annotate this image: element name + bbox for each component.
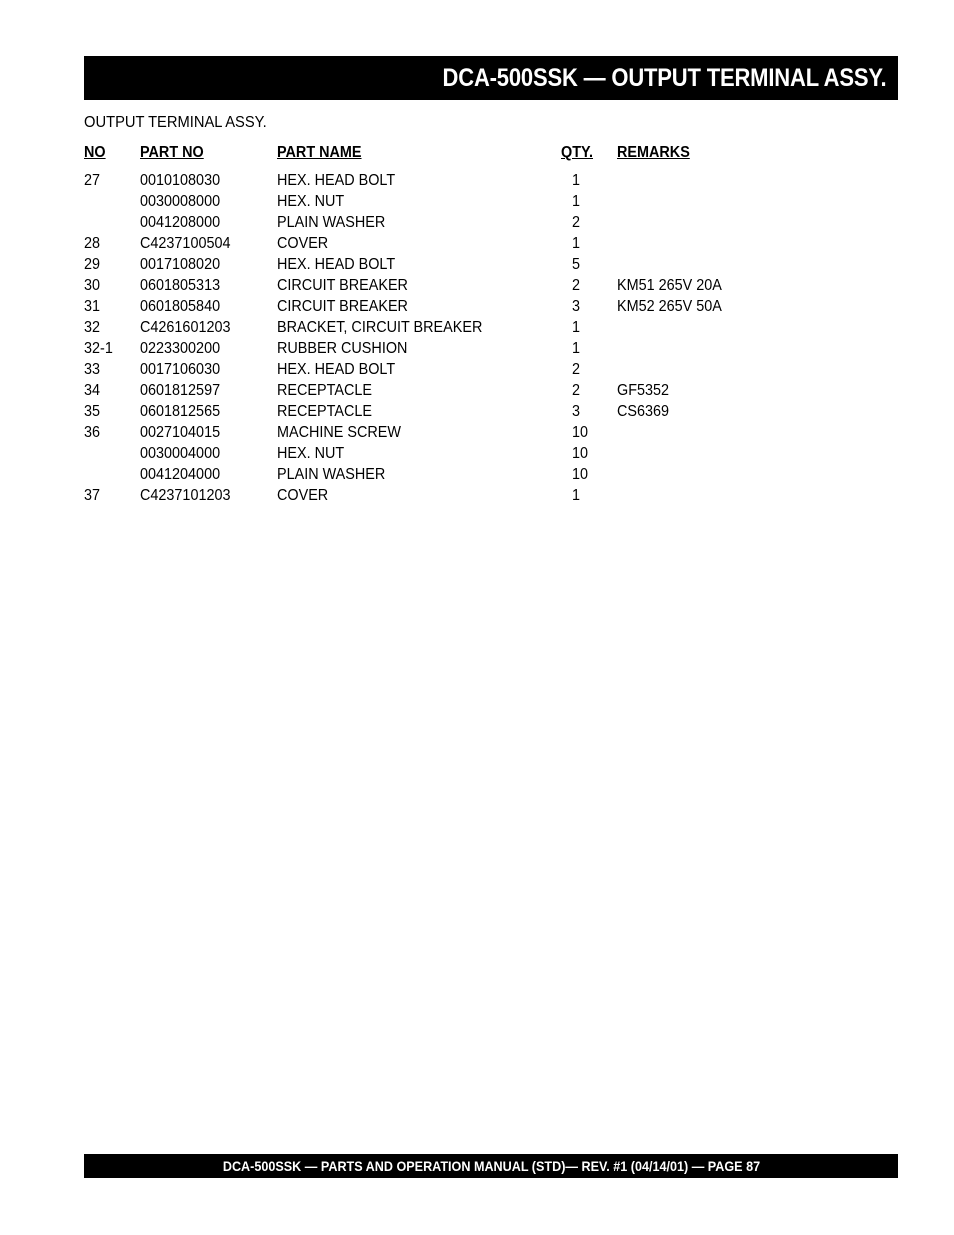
cell-qty: 3 <box>572 298 581 315</box>
cell-part-no: 0017108020 <box>140 256 221 273</box>
cell-no: 32-1 <box>84 340 113 357</box>
cell-part-name: COVER <box>277 487 329 504</box>
cell-part-name: PLAIN WASHER <box>277 466 386 483</box>
cell-no: 30 <box>84 277 101 294</box>
cell-qty: 10 <box>572 445 589 462</box>
cell-qty: 2 <box>572 382 581 399</box>
cell-part-no: 0030008000 <box>140 193 221 210</box>
cell-part-no: 0223300200 <box>140 340 221 357</box>
section-title: OUTPUT TERMINAL ASSY. <box>84 114 267 131</box>
cell-part-name: HEX. HEAD BOLT <box>277 172 396 189</box>
page-title-bar <box>84 56 898 100</box>
cell-no: 31 <box>84 298 101 315</box>
cell-qty: 1 <box>572 172 581 189</box>
cell-part-no: 0017106030 <box>140 361 221 378</box>
cell-no: 33 <box>84 361 101 378</box>
cell-no: 36 <box>84 424 101 441</box>
cell-qty: 2 <box>572 214 581 231</box>
cell-part-name: COVER <box>277 235 329 252</box>
footer-text: DCA-500SSK — PARTS AND OPERATION MANUAL (STD)— REV. #1 (04/14/01) — PAGE 87 <box>222 1158 760 1174</box>
cell-no: 37 <box>84 487 101 504</box>
header-part-name: PART NAME <box>277 144 362 161</box>
cell-part-no: 0010108030 <box>140 172 221 189</box>
cell-part-name: CIRCUIT BREAKER <box>277 277 408 294</box>
cell-remarks: KM51 265V 20A <box>617 277 722 294</box>
cell-no: 32 <box>84 319 101 336</box>
cell-part-name: HEX. NUT <box>277 445 345 462</box>
cell-remarks: KM52 265V 50A <box>617 298 722 315</box>
cell-part-name: PLAIN WASHER <box>277 214 386 231</box>
cell-qty: 10 <box>572 424 589 441</box>
cell-part-no: 0601805840 <box>140 298 221 315</box>
cell-qty: 1 <box>572 487 581 504</box>
cell-qty: 2 <box>572 361 581 378</box>
cell-part-no: 0041208000 <box>140 214 221 231</box>
page-title: DCA-500SSK — OUTPUT TERMINAL ASSY. <box>442 63 886 92</box>
cell-part-name: RECEPTACLE <box>277 382 372 399</box>
cell-part-no: C4237101203 <box>140 487 231 504</box>
footer-bar <box>84 1154 898 1178</box>
cell-part-name: RECEPTACLE <box>277 403 372 420</box>
cell-part-no: C4261601203 <box>140 319 231 336</box>
cell-qty: 1 <box>572 319 581 336</box>
cell-qty: 2 <box>572 277 581 294</box>
cell-qty: 10 <box>572 466 589 483</box>
header-part-no: PART NO <box>140 144 204 161</box>
cell-part-no: 0601805313 <box>140 277 221 294</box>
cell-remarks: CS6369 <box>617 403 670 420</box>
cell-part-no: 0027104015 <box>140 424 221 441</box>
cell-part-no: 0041204000 <box>140 466 221 483</box>
cell-part-no: C4237100504 <box>140 235 231 252</box>
cell-part-no: 0030004000 <box>140 445 221 462</box>
cell-qty: 1 <box>572 193 581 210</box>
cell-part-name: HEX. HEAD BOLT <box>277 256 396 273</box>
cell-qty: 1 <box>572 235 581 252</box>
cell-part-name: HEX. NUT <box>277 193 345 210</box>
cell-no: 28 <box>84 235 101 252</box>
cell-qty: 3 <box>572 403 581 420</box>
header-no: NO <box>84 144 106 161</box>
cell-no: 27 <box>84 172 101 189</box>
cell-part-name: MACHINE SCREW <box>277 424 402 441</box>
cell-part-no: 0601812565 <box>140 403 221 420</box>
cell-no: 29 <box>84 256 101 273</box>
cell-no: 34 <box>84 382 101 399</box>
header-qty: QTY. <box>561 144 594 161</box>
cell-part-name: RUBBER CUSHION <box>277 340 408 357</box>
cell-part-name: CIRCUIT BREAKER <box>277 298 408 315</box>
header-remarks: REMARKS <box>617 144 690 161</box>
cell-qty: 1 <box>572 340 581 357</box>
cell-remarks: GF5352 <box>617 382 670 399</box>
cell-part-name: BRACKET, CIRCUIT BREAKER <box>277 319 483 336</box>
cell-part-name: HEX. HEAD BOLT <box>277 361 396 378</box>
cell-part-no: 0601812597 <box>140 382 221 399</box>
cell-qty: 5 <box>572 256 581 273</box>
cell-no: 35 <box>84 403 101 420</box>
